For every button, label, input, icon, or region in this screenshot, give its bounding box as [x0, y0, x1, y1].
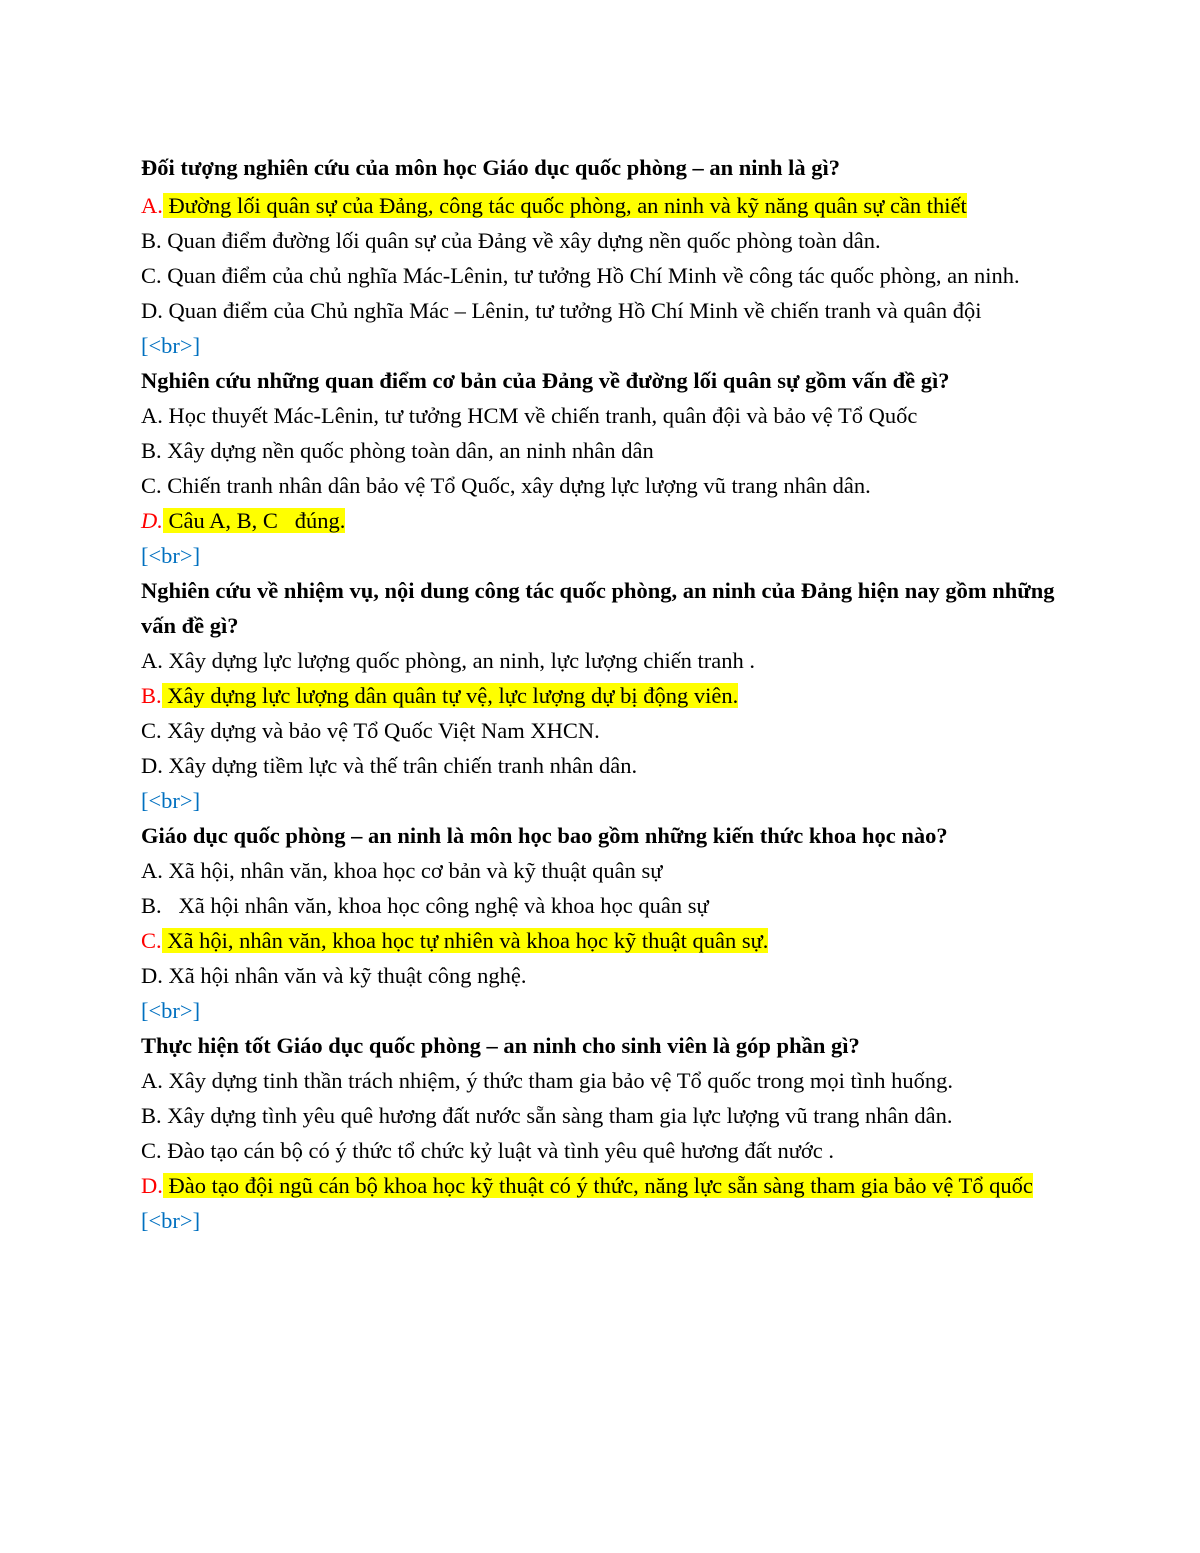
answer-option — [141, 433, 1071, 468]
option-text: Đường lối quân sự của Đảng, công tác quốc phòng, an ninh và kỹ năng quân sự cần thiết — [162, 193, 967, 218]
option-letter: D. — [141, 1173, 163, 1198]
question-block — [141, 363, 1071, 573]
option-letter: C. — [141, 928, 162, 953]
option-letter: C. — [141, 473, 162, 498]
option-letter: B. — [141, 1103, 162, 1128]
option-letter: B. — [141, 683, 162, 708]
option-text: Quan điểm của chủ nghĩa Mác-Lênin, tư tưởng Hồ Chí Minh về công tác quốc phòng, an ninh. — [161, 263, 1020, 288]
answer-option — [141, 398, 1071, 433]
option-text: Xã hội, nhân văn, khoa học cơ bản và kỹ thuật quân sự — [162, 858, 663, 883]
option-text: Xã hội nhân văn, khoa học công nghệ và khoa học quân sự — [161, 893, 709, 918]
quiz-content — [141, 150, 1071, 1238]
option-text: Câu A, B, C đúng. — [162, 508, 346, 533]
option-letter: A. — [141, 648, 163, 673]
separator: [<br>] — [141, 543, 201, 568]
answer-option — [141, 923, 1071, 958]
question-block — [141, 1028, 1071, 1238]
option-letter: A. — [141, 858, 163, 883]
option-letter: C. — [141, 718, 162, 743]
separator: [<br>] — [141, 998, 201, 1023]
answer-option — [141, 643, 1071, 678]
answer-option — [141, 853, 1071, 888]
answer-option — [141, 888, 1071, 923]
option-text: Xây dựng tinh thần trách nhiệm, ý thức tham gia bảo vệ Tổ quốc trong mọi tình huống. — [162, 1068, 953, 1093]
option-text: Xây dựng nền quốc phòng toàn dân, an ninh nhân dân — [161, 438, 654, 463]
answer-option — [141, 1063, 1071, 1098]
answer-option — [141, 748, 1071, 783]
option-letter: A. — [141, 1068, 163, 1093]
option-text: Đào tạo cán bộ có ý thức tổ chức kỷ luật và tình yêu quê hương đất nước . — [161, 1138, 835, 1163]
separator: [<br>] — [141, 333, 201, 358]
answer-option — [141, 1168, 1071, 1203]
question-text: Thực hiện tốt Giáo dục quốc phòng – an ninh cho sinh viên là góp phần gì? — [141, 1033, 860, 1058]
option-text: Xây dựng lực lượng dân quân tự vệ, lực lượng dự bị động viên. — [161, 683, 739, 708]
answer-option — [141, 258, 1071, 293]
option-letter: B. — [141, 228, 162, 253]
option-text: Xây dựng lực lượng quốc phòng, an ninh, lực lượng chiến tranh . — [162, 648, 756, 673]
answer-option — [141, 223, 1071, 258]
answer-option — [141, 713, 1071, 748]
option-letter: A. — [141, 403, 163, 428]
option-letter: B. — [141, 438, 162, 463]
option-letter: C. — [141, 1138, 162, 1163]
question-block — [141, 150, 1071, 363]
option-text: Học thuyết Mác-Lênin, tư tưởng HCM về chiến tranh, quân đội và bảo vệ Tổ Quốc — [162, 403, 918, 428]
option-letter: B. — [141, 893, 162, 918]
option-text: Quan điểm của Chủ nghĩa Mác – Lênin, tư tưởng Hồ Chí Minh về chiến tranh và quân đội — [162, 298, 982, 323]
option-letter: D. — [141, 298, 163, 323]
answer-option — [141, 1133, 1071, 1168]
option-text: Xã hội, nhân văn, khoa học tự nhiên và khoa học kỹ thuật quân sự. — [161, 928, 769, 953]
answer-option — [141, 958, 1071, 993]
option-letter: D. — [141, 508, 163, 533]
option-text: Quan điểm đường lối quân sự của Đảng về xây dựng nền quốc phòng toàn dân. — [161, 228, 881, 253]
option-text: Xây dựng tình yêu quê hương đất nước sẵn sàng tham gia lực lượng vũ trang nhân dân. — [161, 1103, 953, 1128]
option-letter: D. — [141, 753, 163, 778]
separator: [<br>] — [141, 788, 201, 813]
option-text: Xây dựng tiềm lực và thế trân chiến tranh nhân dân. — [162, 753, 638, 778]
answer-option — [141, 188, 1071, 223]
option-letter: C. — [141, 263, 162, 288]
answer-option — [141, 678, 1071, 713]
option-text: Xã hội nhân văn và kỹ thuật công nghệ. — [162, 963, 527, 988]
question-text: Đối tượng nghiên cứu của môn học Giáo dục quốc phòng – an ninh là gì? — [141, 155, 841, 180]
option-text: Đào tạo đội ngũ cán bộ khoa học kỹ thuật có ý thức, năng lực sẵn sàng tham gia bảo vệ Tổ quốc — [162, 1173, 1033, 1198]
option-letter: D. — [141, 963, 163, 988]
separator: [<br>] — [141, 1208, 201, 1233]
question-text: Giáo dục quốc phòng – an ninh là môn học bao gồm những kiến thức khoa học nào? — [141, 823, 948, 848]
answer-option — [141, 1098, 1071, 1133]
question-text: Nghiên cứu về nhiệm vụ, nội dung công tác quốc phòng, an ninh của Đảng hiện nay gồm những vấn đề gì? — [141, 578, 1055, 638]
question-text: Nghiên cứu những quan điểm cơ bản của Đảng về đường lối quân sự gồm vấn đề gì? — [141, 368, 950, 393]
answer-option — [141, 468, 1071, 503]
answer-option — [141, 503, 1071, 538]
answer-option — [141, 293, 1071, 328]
question-block — [141, 573, 1071, 818]
option-text: Xây dựng và bảo vệ Tổ Quốc Việt Nam XHCN. — [161, 718, 600, 743]
question-block — [141, 818, 1071, 1028]
option-text: Chiến tranh nhân dân bảo vệ Tổ Quốc, xây dựng lực lượng vũ trang nhân dân. — [161, 473, 871, 498]
option-letter: A. — [141, 193, 163, 218]
